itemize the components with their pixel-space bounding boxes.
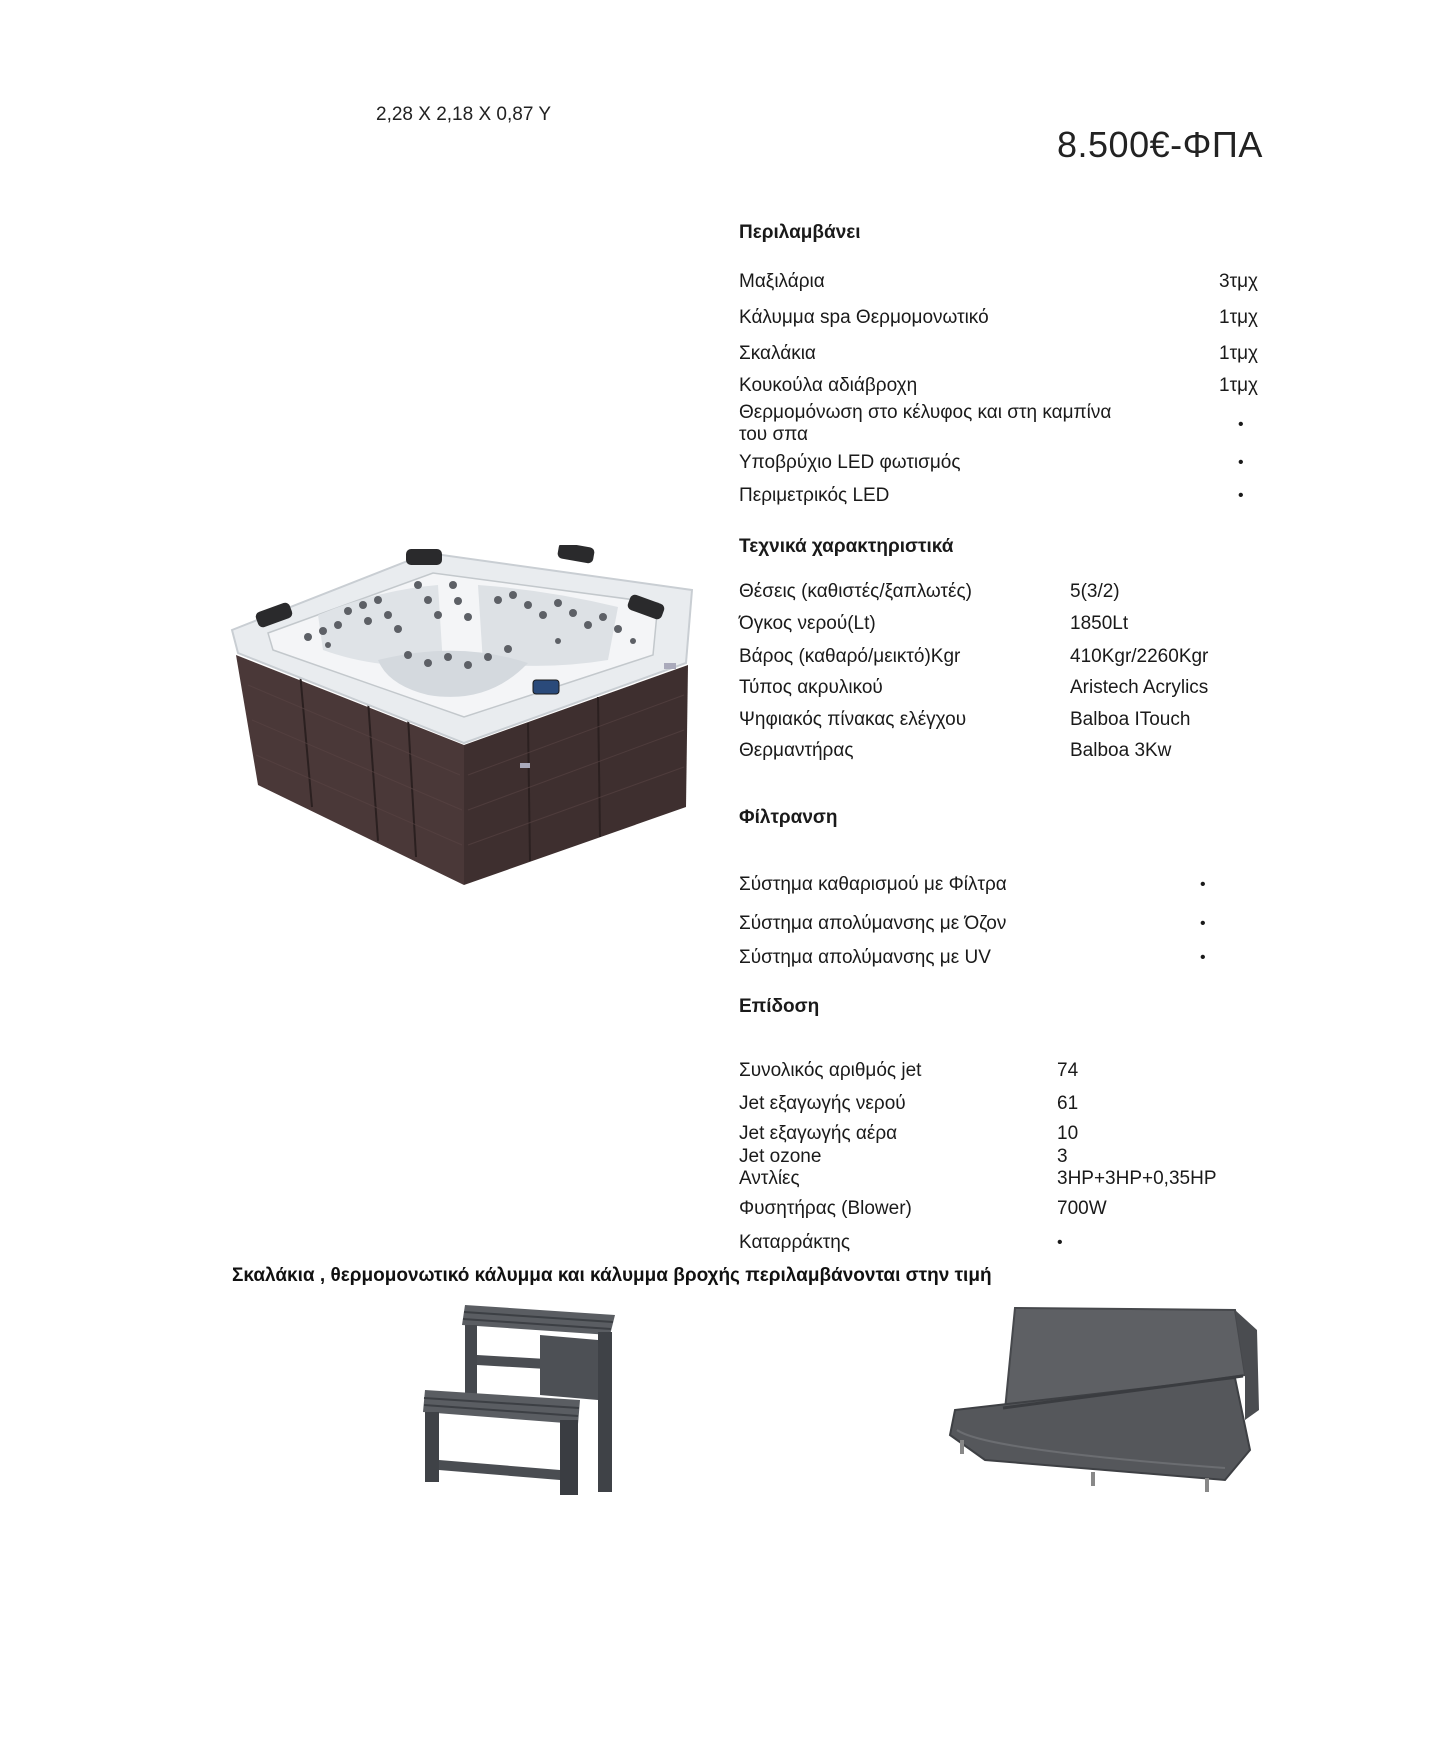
accessories-caption: Σκαλάκια , θερμομονωτικό κάλυμμα και κάλυμμα βροχής περιλαμβάνονται στην τιμή (232, 1265, 992, 1286)
cover-image (945, 1300, 1265, 1510)
steps-image (420, 1300, 620, 1500)
technical-title: Τεχνικά χαρακτηριστικά (739, 536, 954, 557)
dimensions-text: 2,28 X 2,18 X 0,87 Y (376, 104, 552, 125)
includes-title: Περιλαμβάνει (739, 222, 861, 243)
list-item: Θερμομόνωση στο κέλυφος και στη καμπίνα του σπα • (739, 402, 1244, 445)
price-text: 8.500€-ΦΠΑ (1057, 124, 1263, 165)
filtration-title: Φίλτρανση (739, 807, 838, 828)
spa-image (228, 545, 696, 890)
performance-title: Επίδοση (739, 996, 820, 1017)
